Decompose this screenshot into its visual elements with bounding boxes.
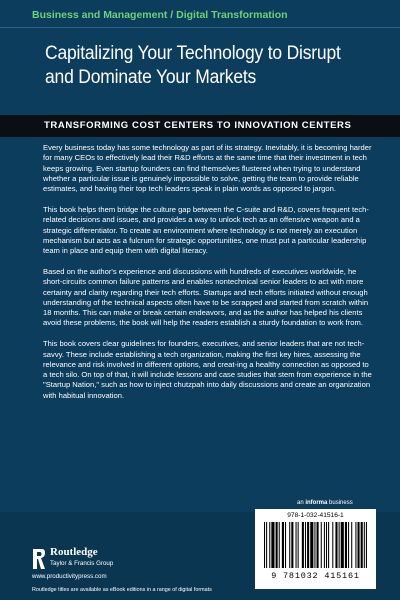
barcode-bar [364, 522, 365, 568]
barcode-bar [348, 522, 349, 568]
informa-suffix: business [327, 500, 353, 506]
barcode-bar [351, 522, 352, 568]
description [43, 143, 375, 412]
isbn-barcode [255, 509, 376, 589]
barcode-bar [285, 522, 286, 568]
category-label: Business and Management / Digital Transformation [32, 9, 288, 21]
barcode-bar [339, 522, 340, 568]
barcode-bar [366, 522, 367, 568]
barcode-bar [332, 522, 333, 568]
barcode-bar [335, 522, 337, 568]
barcode-bar [302, 522, 304, 568]
divider [0, 27, 400, 28]
barcode-bar [264, 522, 265, 568]
barcode-bar [289, 522, 290, 568]
barcode-bar [341, 522, 344, 568]
barcode-bar [305, 522, 306, 568]
barcode-bar [282, 522, 284, 568]
barcode-bar [276, 522, 278, 568]
description-paragraph: This book covers clear guidelines for founders, executives, and senior leaders that are not tech-savvy. These include establishing a tech organization, making the first key hires, assessing the relevance and risk involved in different options, and creat-ing a healthy connection as opposed to a tech silo. On top of that, it will include lessons and case studies that stem from experience in the "Startup Nation," such as how to inject chutzpah into daily discussions and create an organization with habitual innovation. [43, 339, 372, 400]
informa-brand: informa [305, 500, 328, 506]
barcode-bar [326, 522, 327, 568]
barcode-bar [361, 522, 363, 568]
informa-tagline [297, 500, 353, 506]
isbn-barcode-digits: 9 781032 415161 [271, 571, 360, 581]
barcode-bar [269, 522, 270, 568]
barcode-bar [291, 522, 293, 568]
informa-prefix: an [297, 500, 306, 506]
barcode-bar [296, 522, 297, 568]
barcode-bar [321, 522, 322, 568]
barcode-bar [355, 522, 356, 568]
ebook-note: Routledge titles are available as eBook editions in a range of digital formats [32, 587, 212, 593]
publisher-group: Taylor & Francis Group [50, 560, 114, 567]
publisher-name: Routledge [50, 546, 98, 558]
publisher-url[interactable]: www.productivitypress.com [32, 573, 107, 580]
isbn-number: 978-1-032-41516-1 [287, 512, 344, 519]
barcode-bar [298, 522, 299, 568]
book-title: Capitalizing Your Technology to Disrupt and Dominate Your Markets [45, 43, 341, 88]
book-subtitle: TRANSFORMING COST CENTERS TO INNOVATION CENTERS [44, 120, 352, 131]
barcode-bar [271, 522, 274, 568]
description-paragraph: Based on the author's experience and discussions with hundreds of executives worldwide, he short-circuits common failure patterns and enables nontechnical senior leaders to act with more certainty and clarity regarding their tech efforts. Startups and tech efforts initiated without enough understanding of the technical aspects often have to be scrapped and started from scratch within 18 months. This can make or break certain endeavors, and as the author has helped his clients avoid these problems, the book will help the readers establish a sturdy foundation to work from. [43, 266, 369, 328]
barcode-bar [324, 522, 325, 568]
barcode-bar [328, 522, 329, 568]
barcode-bar [357, 522, 359, 568]
barcode-bars [264, 522, 368, 568]
barcode-bar [266, 522, 267, 568]
barcode-bar [314, 522, 315, 568]
description-paragraph: This book helps them bridge the culture gap between the C-suite and R&D, covers frequent tech-related decisions and issues, and provides a way to unlock tech as an offensive weapon and a strategic differentiator. To create an environment where technology is not merely an execution mechanism but acts as a fulcrum for strategic opportunities, one must put a particular leadership team in place and equip them with digital literacy. [43, 204, 369, 256]
barcode-bar [310, 522, 313, 568]
barcode-bar [279, 522, 280, 568]
description-paragraph: Every business today has some technology as part of its strategy. Inevitably, it is becoming harder for many CEOs to effectively lead their R&D efforts at the same time that their investment in tech keeps growing. Even startup founders can find themselves flustered when trying to understand whether a particular issue is genuinely impossible to solve, getting the team to provide reliable estimates, and having their top tech leaders speak in plain words as opposed to jargon. [43, 143, 372, 194]
barcode-bar [307, 522, 309, 568]
barcode-bar [317, 522, 319, 568]
routledge-logo-icon [32, 548, 46, 570]
barcode-bar [345, 522, 347, 568]
